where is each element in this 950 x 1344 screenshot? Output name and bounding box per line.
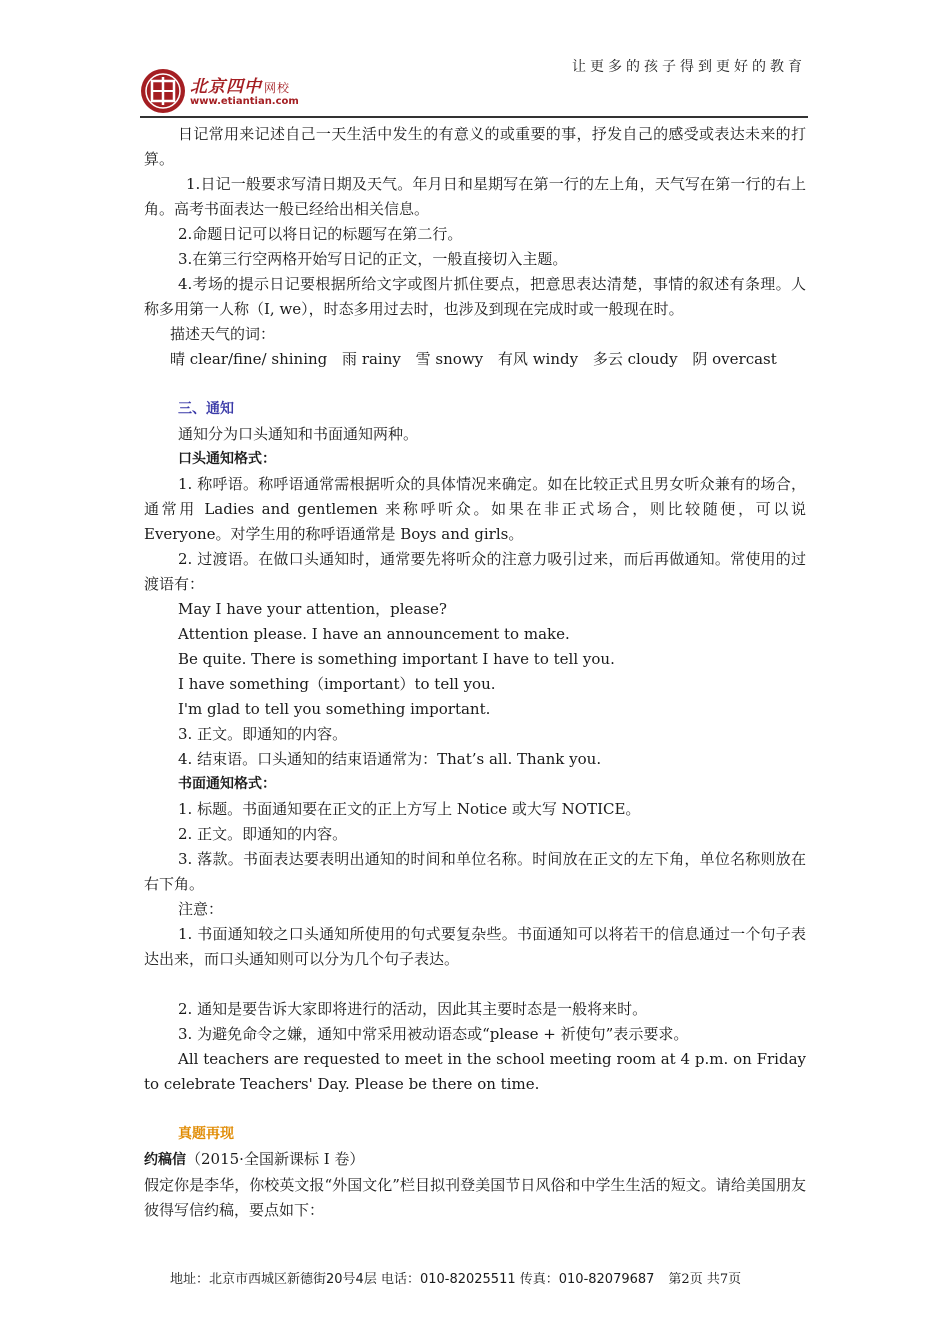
written-point-3: 3. 落款。书面表达要表明出通知的时间和单位名称。时间放在正文的左下角，单位名称则放在右下角。 [144, 850, 806, 893]
exam-label-bold: 约稿信 [144, 1152, 186, 1168]
oral-point-1: 1. 称呼语。称呼语通常需根据听众的具体情况来确定。如在比较正式且男女听众兼有的场合，通常用 Ladies and gentlemen 来称呼听众。如果在非正式场合，则比较随便，可以说 Everyone。对学生用的称呼语通常是 Boys and girls。 [144, 475, 806, 543]
weather-word: 多云 cloudy [592, 350, 678, 368]
notice-intro: 通知分为口头通知和书面通知两种。 [178, 425, 419, 443]
transition-example: Be quite. There is something important I have to tell you. [178, 650, 615, 668]
note-label: 注意： [178, 900, 224, 918]
written-point-1: 1. 标题。书面通知要在正文的正上方写上 Notice 或大写 NOTICE。 [178, 800, 641, 818]
transition-example: I have something（important）to tell you. [178, 675, 496, 693]
weather-word: 阴 overcast [692, 350, 777, 368]
header-slogan: 让更多的孩子得到更好的教育 [572, 59, 806, 75]
document-body [144, 122, 806, 1223]
weather-words [144, 347, 806, 372]
page-footer [170, 1268, 741, 1287]
transition-example: Attention please. I have an announcement to make. [178, 625, 570, 643]
school-logo[interactable] [140, 66, 340, 118]
footer-address: 地址：北京市西城区新德街20号4层 电话：010-82025511 传真：010-82079687 [170, 1272, 655, 1287]
notice-example: All teachers are requested to meet in the school meeting room at 4 p.m. on Friday to celebrate Teachers' Day. Please be there on time. [144, 1050, 806, 1093]
weather-word: 晴 clear/fine/ shining [170, 350, 328, 368]
transition-example: May I have your attention，please? [178, 600, 447, 618]
exam-section-title: 真题再现 [178, 1126, 234, 1142]
logo-url[interactable]: www.etiantian.com [190, 96, 299, 107]
note-point-1: 1. 书面通知较之口头通知所使用的句式要复杂些。书面通知可以将若干的信息通过一个句子表达出来，而口头通知则可以分为几个句子表达。 [144, 925, 806, 968]
weather-word: 雪 snowy [415, 350, 484, 368]
diary-point-2: 2.命题日记可以将日记的标题写在第二行。 [178, 225, 463, 243]
note-point-3: 3. 为避免命令之嫌，通知中常采用被动语态或“please + 祈使句”表示要求。 [178, 1025, 689, 1043]
exam-source: （2015·全国新课标 Ⅰ 卷） [186, 1150, 365, 1168]
header-divider [140, 116, 808, 118]
notice-section-title: 三、通知 [178, 401, 234, 417]
exam-prompt: 假定你是李华，你校英文报“外国文化”栏目拟刊登美国节日风俗和中学生生活的短文。请给美国朋友彼得写信约稿，要点如下： [144, 1176, 806, 1219]
weather-label: 描述天气的词： [170, 325, 276, 343]
note-point-2: 2. 通知是要告诉大家即将进行的活动，因此其主要时态是一般将来时。 [178, 1000, 648, 1018]
page-number: 第2页 共7页 [668, 1272, 742, 1287]
diary-point-4: 4.考场的提示日记要根据所给文字或图片抓住要点，把意思表达清楚，事情的叙述有条理。人称多用第一人称（I, we），时态多用过去时，也涉及到现在完成时或一般现在时。 [144, 275, 806, 318]
weather-word: 雨 rainy [342, 350, 401, 368]
oral-point-2: 2. 过渡语。在做口头通知时，通常要先将听众的注意力吸引过来，而后再做通知。常使用的过渡语有： [144, 550, 806, 593]
logo-name: 北京四中 [190, 77, 262, 97]
written-notice-title: 书面通知格式： [178, 776, 276, 792]
exam-label [144, 1147, 806, 1173]
seal-icon [140, 68, 186, 114]
weather-word: 有风 windy [497, 350, 579, 368]
oral-notice-title: 口头通知格式： [178, 451, 276, 467]
transition-example: I'm glad to tell you something important. [178, 700, 491, 718]
diary-intro: 日记常用来记述自己一天生活中发生的有意义的或重要的事，抒发自己的感受或表达未来的打算。 [144, 125, 806, 168]
diary-point-1: 1.日记一般要求写清日期及天气。年月日和星期写在第一行的左上角，天气写在第一行的右上角。高考书面表达一般已经给出相关信息。 [144, 175, 806, 218]
logo-sub: 网校 [264, 81, 291, 95]
oral-point-3: 3. 正文。即通知的内容。 [178, 725, 348, 743]
written-point-2: 2. 正文。即通知的内容。 [178, 825, 348, 843]
diary-point-3: 3.在第三行空两格开始写日记的正文，一般直接切入主题。 [178, 250, 568, 268]
oral-point-4: 4. 结束语。口头通知的结束语通常为：That’s all. Thank you. [178, 750, 602, 768]
